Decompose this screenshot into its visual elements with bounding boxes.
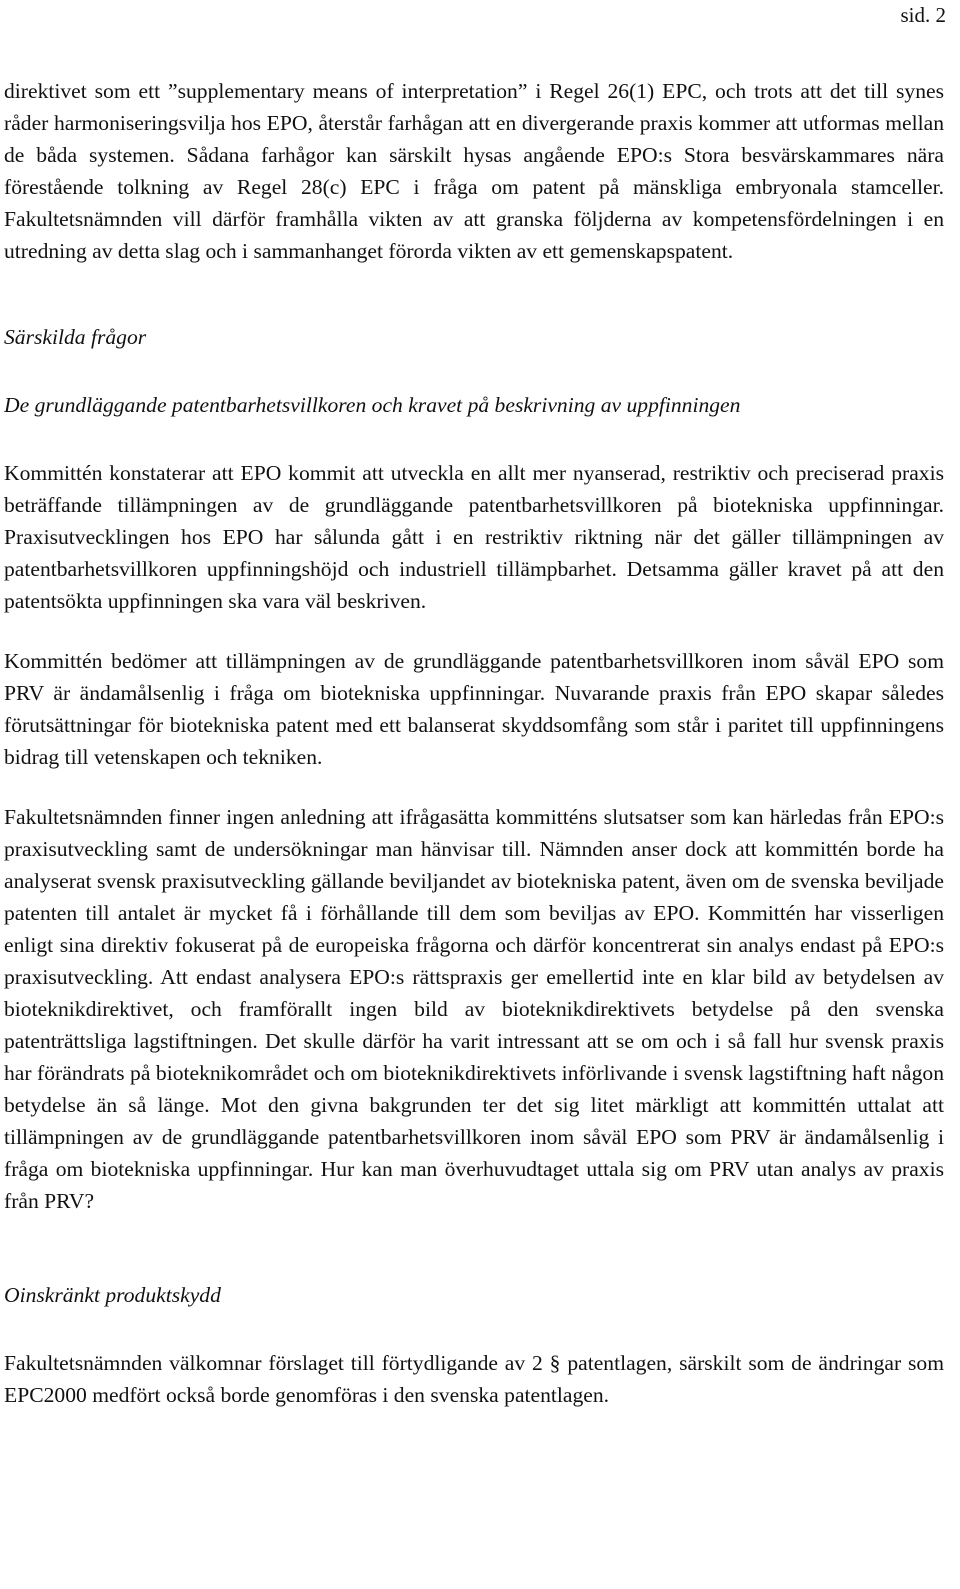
subsection-heading-patentbarhetsvillkor: De grundläggande patentbarhetsvillkoren och kravet på beskrivning av uppfinningen [4,393,741,417]
document-body [4,75,944,1411]
paragraph-intro: direktivet som ett ”supplementary means of interpretation” i Regel 26(1) EPC, och trots att det till synes råder harmoniseringsvilja hos EPO, återstår farhågan att en divergerande praxis kommer att utformas mellan de båda systemen. Sådana farhågor kan särskilt hysas angående EPO:s Stora besvärskammares nära förestående tolkning av Regel 28(c) EPC i fråga om patent på mänskliga embryonala stamceller. Fakultetsnämnden vill därför framhålla vikten av att granska följderna av kompetensfördelningen i en utredning av detta slag och i sammanhanget förorda vikten av ett gemenskapspatent. [4,79,944,263]
paragraph-fakultetsnamnden-finner: Fakultetsnämnden finner ingen anledning att ifrågasätta kommitténs slutsatser som kan härledas från EPO:s praxisutveckling samt de undersökningar man hänvisar till. Nämnden anser dock att kommittén borde ha analyserat svensk praxisutveckling gällande beviljandet av biotekniska patent, även om de svenska beviljade patenten till antalet är mycket få i förhållande till dem som beviljas av EPO. Kommittén har visserligen enligt sina direktiv fokuserat på de europeiska frågorna och därför koncentrerat sin analys endast på EPO:s praxisutveckling. Att endast analysera EPO:s rättspraxis ger emellertid inte en klar bild av betydelsen av bioteknikdirektivet, och framförallt ingen bild av bioteknikdirektivets betydelse på den svenska patenträttsliga lagstiftningen. Det skulle därför ha varit intressant att se om och i så fall hur svensk praxis har förändrats på bioteknikområdet och om bioteknikdirektivets införlivande i svensk lagstiftning haft någon betydelse än så länge. Mot den givna bakgrunden ter det sig litet märkligt att kommittén uttalat att tillämpningen av de grundläggande patentbarhetsvillkoren inom såväl EPO som PRV är ändamålsenlig i fråga om biotekniska uppfinningar. Hur kan man överhuvudtaget uttala sig om PRV utan analys av praxis från PRV? [4,805,944,1213]
subsection-heading-oinskrankt-produktskydd: Oinskränkt produktskydd [4,1283,221,1307]
section-heading-sarskilda-fragor: Särskilda frågor [4,325,147,349]
page-number: sid. 2 [900,3,946,27]
paragraph-fakultetsnamnden-valkomnar: Fakultetsnämnden välkomnar förslaget till förtydligande av 2 § patentlagen, särskilt som de ändringar som EPC2000 medfört också borde genomföras i den svenska patentlagen. [4,1351,944,1407]
paragraph-kommitten-konstaterar: Kommittén konstaterar att EPO kommit att utveckla en allt mer nyanserad, restriktiv och preciserad praxis beträffande tillämpningen av de grundläggande patentbarhetsvillkoren på biotekniska uppfinningar. Praxisutvecklingen hos EPO har sålunda gått i en restriktiv riktning när det gäller tillämpningen av patentbarhetsvillkoren uppfinningshöjd och industriell tillämpbarhet. Detsamma gäller kravet på att den patentsökta uppfinningen ska vara väl beskriven. [4,461,944,613]
paragraph-kommitten-bedomer: Kommittén bedömer att tillämpningen av de grundläggande patentbarhetsvillkoren inom såväl EPO som PRV är ändamålsenlig i fråga om biotekniska uppfinningar. Nuvarande praxis från EPO skapar således förutsättningar för biotekniska patent med ett balanserat skyddsomfång som står i paritet till uppfinningens bidrag till vetenskapen och tekniken. [4,649,944,769]
